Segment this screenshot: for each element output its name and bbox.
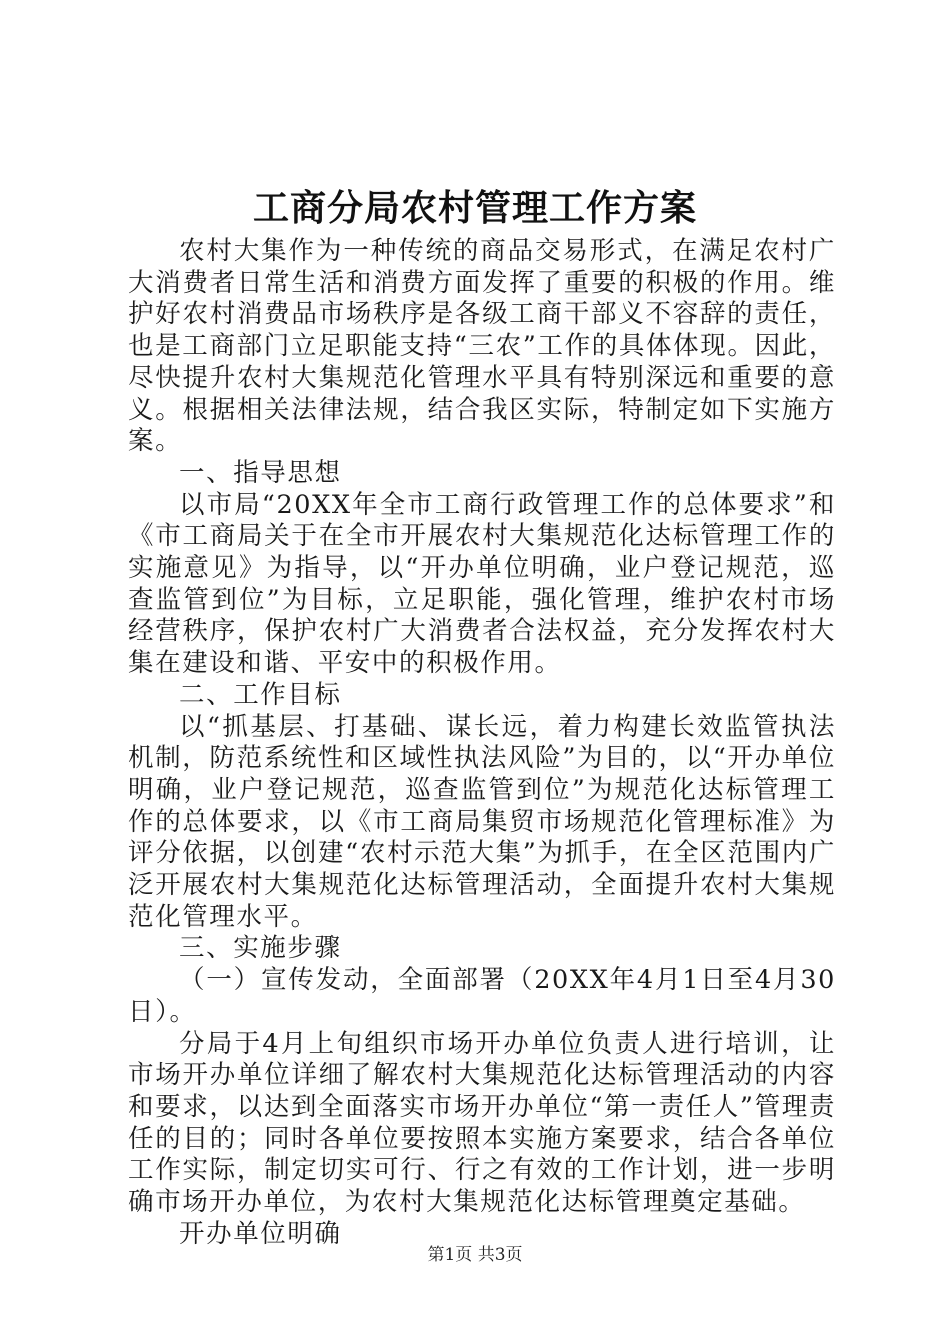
guiding-ideology-paragraph: 以市局“20XX年全市工商行政管理工作的总体要求”和《市工商局关于在全市开展农村大集规范化达标管理工作的实施意见》为指导，以“开办单位明确，业户登记规范，巡查监管到位”为目标，立足职能，强化管理，维护农村市场经营秩序，保护农村广大消费者合法权益，充分发挥农村大集在建设和谐、平安中的积极作用。 xyxy=(128,489,836,679)
page-number-footer: 第1页 共3页 xyxy=(427,1245,523,1265)
section-heading-guiding-ideology: 一、指导思想 xyxy=(179,457,342,488)
section-heading-work-goals: 二、工作目标 xyxy=(179,679,342,710)
section-heading-implementation-steps: 三、实施步骤 xyxy=(179,933,342,964)
step-one-paragraph: 分局于4月上旬组织市场开办单位负责人进行培训，让市场开办单位详细了解农村大集规范化达标管理活动的内容和要求，以达到全面落实市场开办单位“第一责任人”管理责任的目的；同时各单位要按照本实施方案要求，结合各单位工作实际，制定切实可行、行之有效的工作计划，进一步明确市场开办单位，为农村大集规范化达标管理奠定基础。 xyxy=(128,1028,836,1218)
step-one-heading: （一）宣传发动，全面部署（20XX年4月1日至4月30日）。 xyxy=(128,965,836,1027)
document-title: 工商分局农村管理工作方案 xyxy=(252,187,697,229)
work-goals-paragraph: 以“抓基层、打基础、谋长远，着力构建长效监管执法机制，防范系统性和区域性执法风险”为目的，以“开办单位明确，业户登记规范，巡查监管到位”为规范化达标管理工作的总体要求，以《市工商局集贸市场规范化管理标准》为评分依据，以创建“农村示范大集”为抓手，在全区范围内广泛开展农村大集规范化达标管理活动，全面提升农村大集规范化管理水平。 xyxy=(128,711,836,932)
document-body xyxy=(128,236,836,1251)
trailing-line: 开办单位明确 xyxy=(179,1218,342,1249)
intro-paragraph: 农村大集作为一种传统的商品交易形式，在满足农村广大消费者日常生活和消费方面发挥了重要的积极的作用。维护好农村消费品市场秩序是各级工商干部义不容辞的责任，也是工商部门立足职能支持“三农”工作的具体体现。因此，尽快提升农村大集规范化管理水平具有特别深远和重要的意义。根据相关法律法规，结合我区实际，特制定如下实施方案。 xyxy=(128,236,836,457)
